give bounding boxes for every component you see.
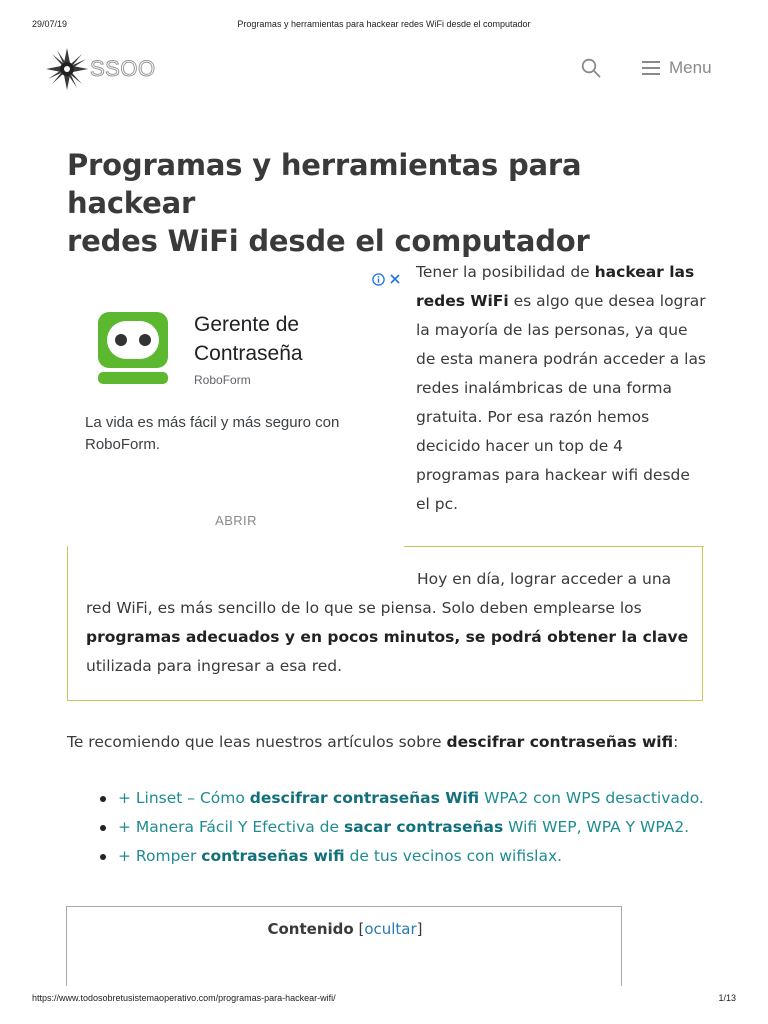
recommend-text-1: Te recomiendo que leas nuestros artículos sobre — [67, 733, 447, 751]
toc-bracket-close: ] — [416, 920, 423, 938]
search-icon[interactable] — [581, 58, 601, 78]
ad-body: La vida es más fácil y más seguro con RoboForm. — [85, 414, 340, 453]
site-logo[interactable] — [46, 48, 156, 90]
toc-bracket-open: [ — [353, 920, 365, 938]
link-text: + Manera Fácil Y Efectiva de — [118, 818, 344, 836]
list-item — [100, 813, 740, 842]
related-link-3[interactable] — [118, 847, 562, 865]
ad-open-button[interactable]: ABRIR — [215, 513, 257, 528]
ad-info-icon[interactable] — [372, 273, 385, 286]
related-links-list — [100, 784, 740, 871]
link-text: de tus vecinos con wifislax. — [344, 847, 563, 865]
callout-text-1: Hoy en día, lograr acceder a una red WiFi, es más sencillo de lo que se piensa. Solo deben emplearse los — [86, 570, 672, 617]
callout-text-2: utilizada para ingresar a esa red. — [86, 657, 343, 675]
page-title-line-1: Programas y herramientas para hackear — [67, 148, 582, 220]
toc-hide-toggle[interactable]: ocultar — [364, 920, 417, 938]
print-footer — [0, 993, 768, 1007]
toc-title: Contenido — [267, 920, 354, 938]
list-item — [100, 784, 740, 813]
ad-advertiser: RoboForm — [194, 373, 251, 387]
advertisement[interactable] — [68, 266, 404, 548]
recommend-text-2: : — [673, 733, 679, 751]
intro-bold-1: hackear las redes WiFi — [416, 263, 695, 310]
page-title-line-2: redes WiFi desde el computador — [67, 224, 590, 258]
print-doc-title: Programas y herramientas para hackear redes WiFi desde el computador — [237, 19, 531, 29]
print-date: 29/07/19 — [32, 19, 68, 29]
link-text: + Linset – Cómo — [118, 789, 250, 807]
logo-text: SSOO — [90, 56, 156, 81]
intro-paragraph — [416, 258, 706, 519]
intro-text-2: es algo que desea lograr la mayoría de las personas, ya que de esta manera podrán acceder a las redes inalámbricas de una forma gratuita. Por esa razón hemos decicido hacer un top de 4 programas para hackear wifi desde el pc. — [416, 292, 707, 513]
related-link-1[interactable] — [118, 789, 704, 807]
roboform-robot-icon[interactable] — [96, 310, 170, 386]
list-item — [100, 842, 740, 871]
callout-top-border — [404, 546, 704, 547]
link-text: + Romper — [118, 847, 202, 865]
intro-text-1: Tener la posibilidad de — [416, 263, 595, 281]
menu-button[interactable] — [642, 56, 712, 80]
print-header — [0, 19, 768, 33]
callout-paragraph — [86, 565, 690, 681]
link-bold: contraseñas wifi — [201, 847, 345, 865]
toc-heading — [67, 920, 623, 938]
link-text: Wifi WEP, WPA Y WPA2. — [503, 818, 690, 836]
print-page-number: 1/13 — [718, 993, 736, 1003]
recommend-paragraph — [67, 728, 727, 757]
star-compass-logo-icon — [46, 48, 88, 90]
menu-label: Menu — [669, 58, 712, 77]
site-header — [0, 48, 768, 92]
link-bold: sacar contraseñas — [343, 818, 504, 836]
ad-close-icon[interactable] — [389, 273, 401, 285]
recommend-bold-1: descifrar contraseñas wifi — [446, 733, 674, 751]
print-url: https://www.todosobretusistemaoperativo.com/programas-para-hackear-wifi/ — [32, 993, 336, 1003]
ad-title[interactable]: Gerente de Contraseña — [194, 313, 303, 365]
related-link-2[interactable] — [118, 818, 689, 836]
callout-bold-1: programas adecuados y en pocos minutos, se podrá obtener la clave — [86, 628, 689, 646]
link-bold: descifrar contraseñas Wifi — [249, 789, 480, 807]
table-of-contents — [66, 906, 622, 986]
callout-box — [67, 546, 703, 701]
hamburger-icon — [642, 61, 660, 75]
link-text: WPA2 con WPS desactivado. — [479, 789, 704, 807]
ad-controls — [372, 272, 402, 286]
page-title — [67, 146, 707, 260]
